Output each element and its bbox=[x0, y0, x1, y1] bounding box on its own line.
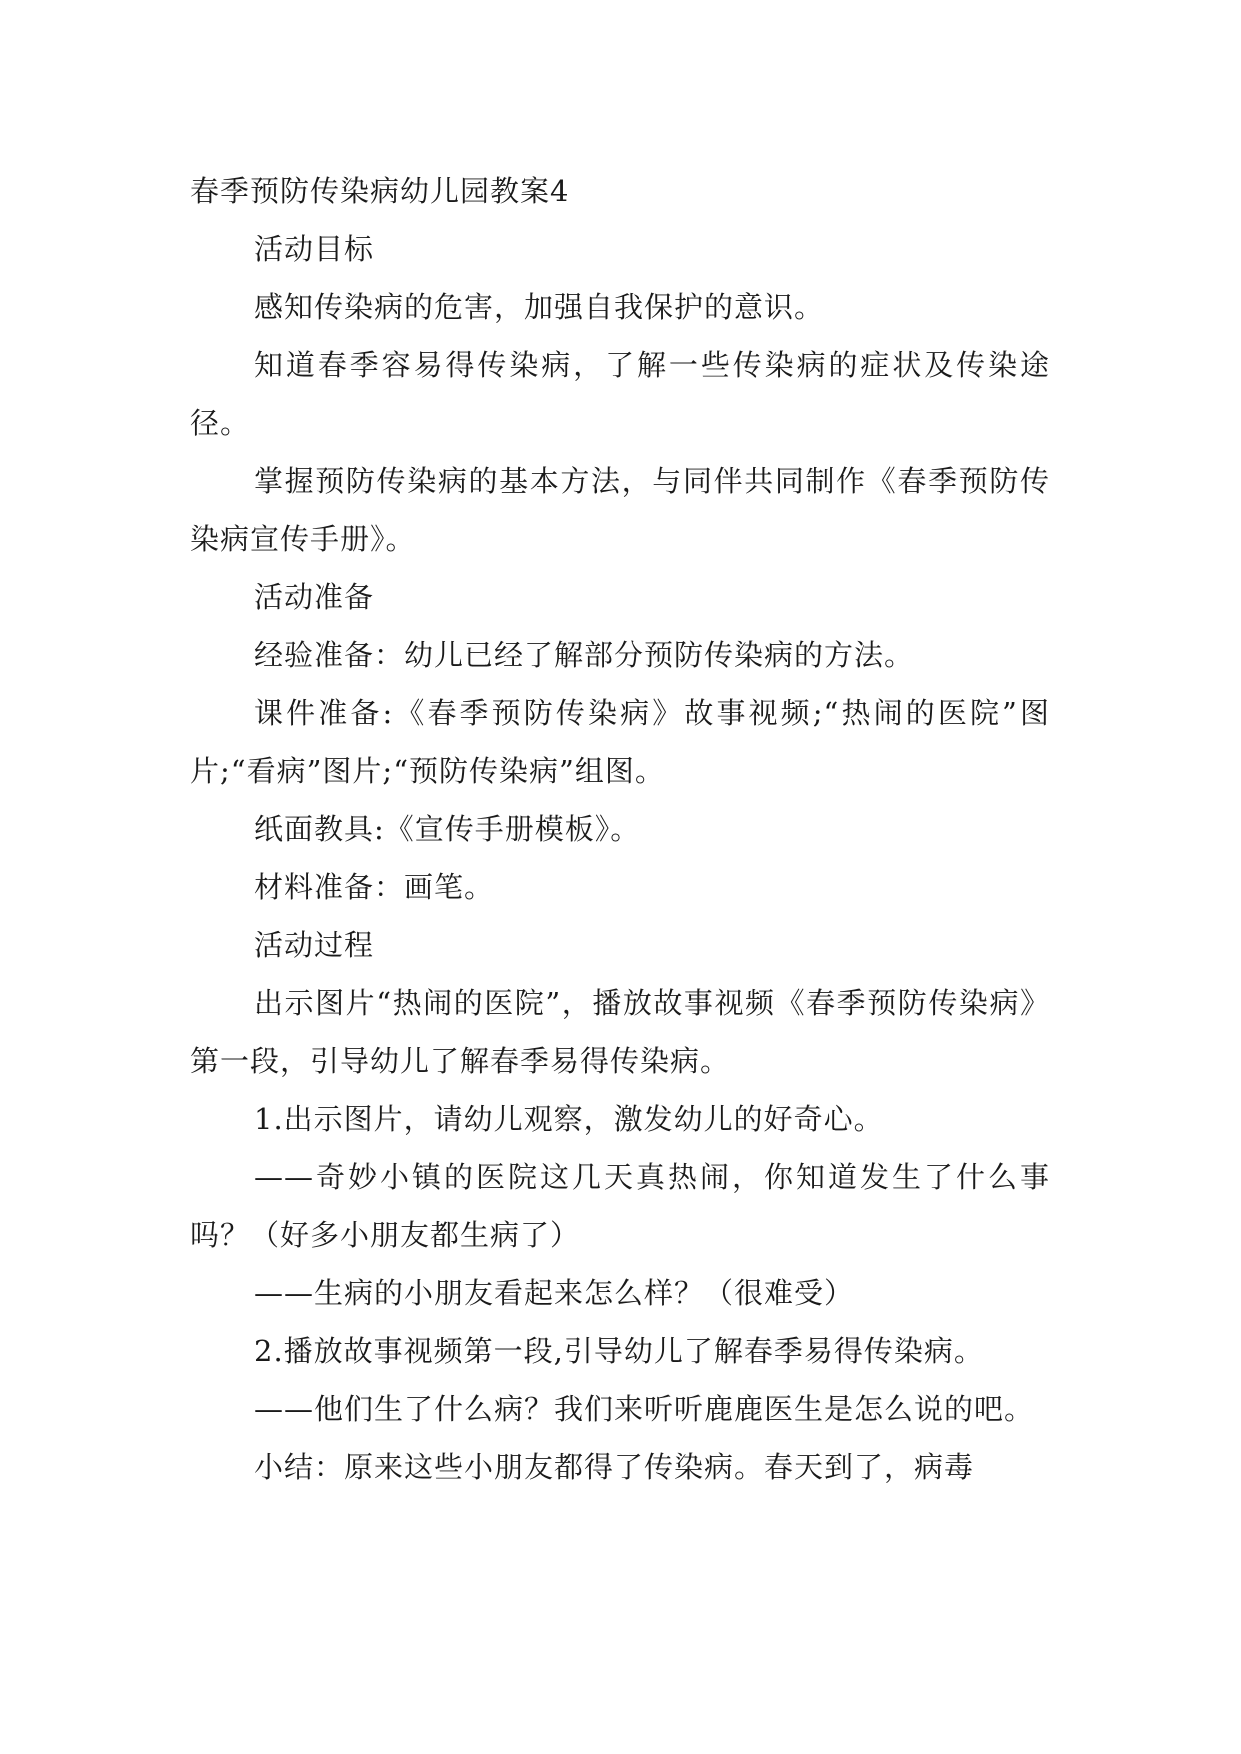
section-heading-goals: 活动目标 bbox=[254, 232, 375, 266]
paragraph: 经验准备：幼儿已经了解部分预防传染病的方法。 bbox=[254, 638, 915, 672]
paragraph: 课件准备:《春季预防传染病》故事视频;“热闹的医院”图片;“看病”图片;“预防传染病”组图。 bbox=[190, 696, 1050, 788]
paragraph: 2.播放故事视频第一段,引导幼儿了解春季易得传染病。 bbox=[254, 1334, 984, 1368]
paragraph: 材料准备：画笔。 bbox=[254, 870, 495, 904]
paragraph: 感知传染病的危害，加强自我保护的意识。 bbox=[254, 290, 825, 324]
paragraph: 知道春季容易得传染病，了解一些传染病的症状及传染途径。 bbox=[190, 348, 1050, 440]
section-heading-preparation: 活动准备 bbox=[254, 580, 375, 614]
paragraph: ——奇妙小镇的医院这几天真热闹，你知道发生了什么事吗？（好多小朋友都生病了） bbox=[190, 1160, 1050, 1252]
paragraph: 掌握预防传染病的基本方法，与同伴共同制作《春季预防传染病宣传手册》。 bbox=[190, 464, 1050, 556]
paragraph: 出示图片“热闹的医院”，播放故事视频《春季预防传染病》第一段，引导幼儿了解春季易得传染病。 bbox=[190, 986, 1050, 1078]
document-body bbox=[190, 162, 1050, 1496]
paragraph: ——他们生了什么病？我们来听听鹿鹿医生是怎么说的吧。 bbox=[254, 1392, 1035, 1426]
document-title: 春季预防传染病幼儿园教案4 bbox=[190, 174, 570, 208]
section-heading-process: 活动过程 bbox=[254, 928, 375, 962]
paragraph: ——生病的小朋友看起来怎么样？（很难受） bbox=[254, 1276, 855, 1310]
paragraph: 纸面教具:《宣传手册模板》。 bbox=[254, 812, 641, 846]
paragraph: 1.出示图片，请幼儿观察，激发幼儿的好奇心。 bbox=[254, 1102, 884, 1136]
paragraph: 小结：原来这些小朋友都得了传染病。春天到了，病毒 bbox=[254, 1450, 975, 1484]
